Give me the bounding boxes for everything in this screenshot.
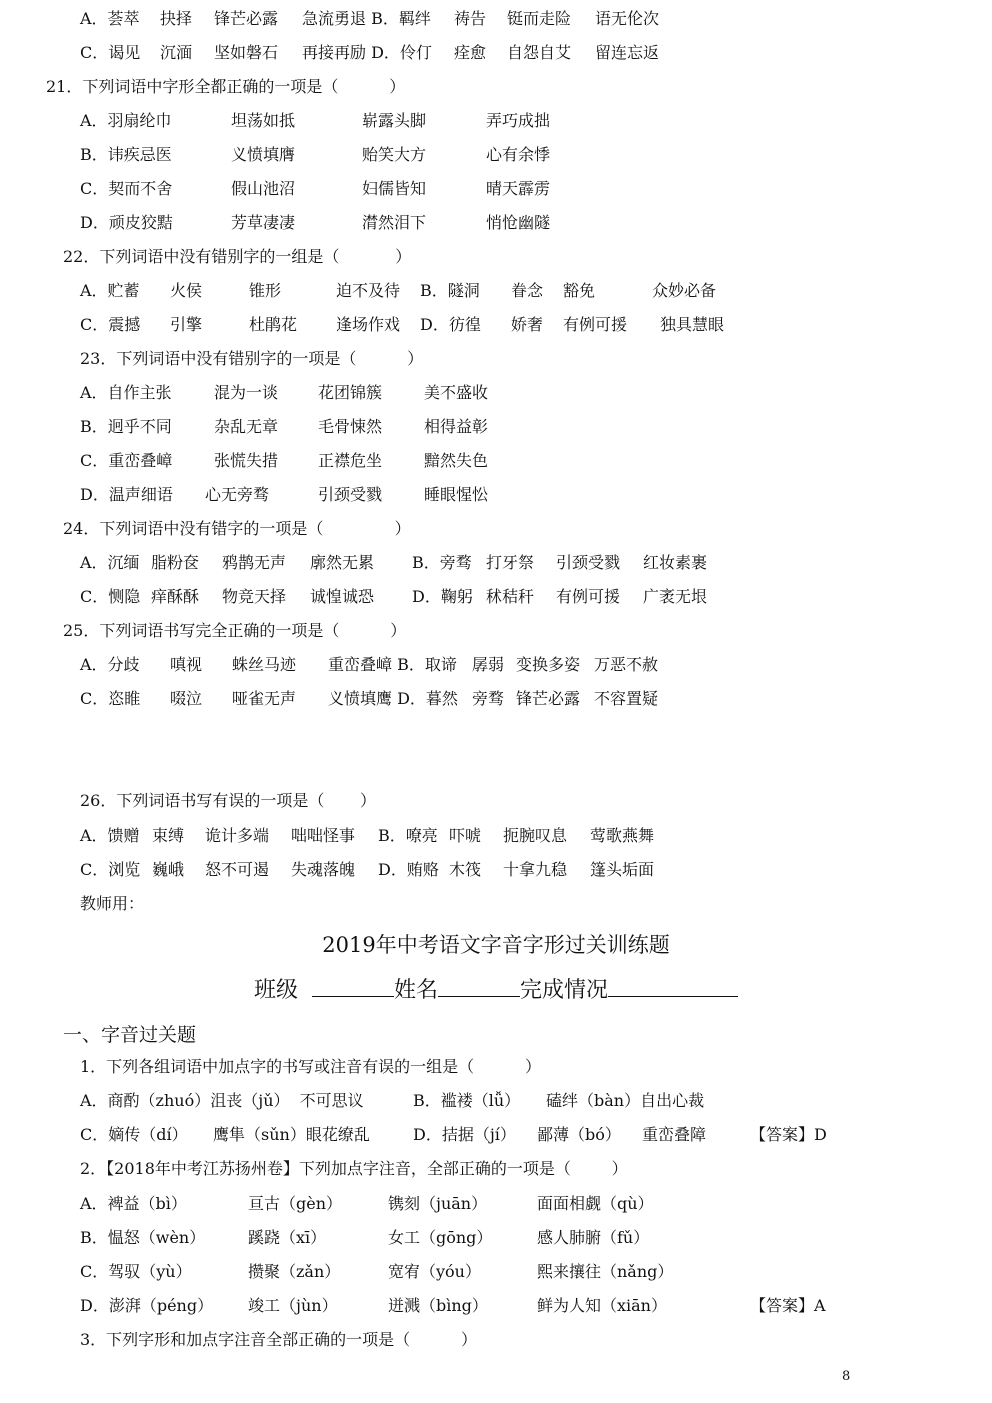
text-segment: 逢场作戏 xyxy=(336,315,401,334)
text-segment: 有例可援 xyxy=(563,315,628,334)
text-segment: 铤而走险 xyxy=(507,9,572,28)
text-segment: A．荟萃 xyxy=(80,9,140,28)
text-segment: 镌刻（juān） xyxy=(388,1194,488,1213)
text-segment: 留连忘返 xyxy=(595,43,660,62)
text-segment: D．拮据（jí） xyxy=(413,1125,516,1144)
text-segment: A．分歧 xyxy=(80,655,140,674)
text-segment: 义愤填膺 xyxy=(231,145,296,164)
text-segment: 旁骛 xyxy=(472,689,505,708)
text-segment: 再接再励 D．伶仃 xyxy=(302,43,432,62)
text-segment: 十拿九稳 xyxy=(503,860,568,879)
text-segment: C．契而不舍 xyxy=(80,179,173,198)
text-segment: 眷念 xyxy=(511,281,544,300)
text-segment: 教师用： xyxy=(80,894,145,913)
text-segment: 蛛丝马迹 xyxy=(232,655,297,674)
text-segment: D．彷徨 xyxy=(420,315,481,334)
text-segment: 感人肺腑（fǔ） xyxy=(537,1228,650,1247)
text-segment: 杂乱无章 xyxy=(214,417,279,436)
text-segment: B．褴褛（lǚ） xyxy=(413,1091,521,1110)
text-segment: 2．【2018年中考江苏扬州卷】下列加点字注音，全部正确的一项是（ ） xyxy=(80,1159,628,1178)
text-segment: 痊愈 xyxy=(454,43,487,62)
text-segment: C．恣睢 xyxy=(80,689,141,708)
text-segment: 锥形 xyxy=(249,281,282,300)
text-segment: 火侯 xyxy=(170,281,203,300)
text-segment: 贻笑大方 xyxy=(362,145,427,164)
student-info-line xyxy=(0,973,992,1004)
text-segment: A．商酌（zhuó）沮丧（jǔ） 不可思议 xyxy=(80,1091,364,1110)
section-heading: 一、字音过关题 xyxy=(63,1024,197,1046)
text-segment: 妇儒皆知 xyxy=(362,179,427,198)
text-segment: 啜泣 xyxy=(170,689,203,708)
text-segment: D．鞠躬 xyxy=(412,587,473,606)
text-segment: 混为一谈 xyxy=(214,383,279,402)
text-segment: 孱弱 xyxy=(472,655,505,674)
text-segment: 失魂落魄 xyxy=(291,860,356,879)
text-segment: D．顽皮狡黠 xyxy=(80,213,173,232)
text-segment: 弄巧成拙 xyxy=(486,111,551,130)
text-segment: 扼腕叹息 xyxy=(503,826,568,845)
text-segment: D．澎湃（péng） xyxy=(80,1296,214,1315)
status-label: 完成情况 xyxy=(520,978,609,1003)
text-segment: 锋芒必露 xyxy=(214,9,279,28)
text-segment: 攒聚（zǎn） xyxy=(248,1262,341,1281)
text-segment: 万恶不赦 xyxy=(594,655,659,674)
text-segment: 脂粉奁 xyxy=(151,553,200,572)
text-segment: 急流勇退 B．羁绊 xyxy=(302,9,431,28)
text-segment: 坚如磐石 xyxy=(214,43,279,62)
text-segment: 莺歌燕舞 xyxy=(590,826,655,845)
text-segment: C．谒见 xyxy=(80,43,141,62)
text-segment: A．馈赠 xyxy=(80,826,140,845)
text-segment: C．恻隐 xyxy=(80,587,141,606)
text-segment: 吓唬 xyxy=(449,826,482,845)
text-segment: 坦荡如抵 xyxy=(231,111,296,130)
text-segment: 迸溅（bìng） xyxy=(388,1296,488,1315)
text-segment: 心无旁骛 xyxy=(205,485,270,504)
text-segment: C．嫡传（dí） xyxy=(80,1125,188,1144)
text-segment: 廓然无累 xyxy=(310,553,375,572)
text-segment: 红妆素裹 xyxy=(643,553,708,572)
text-segment: 假山池沼 xyxy=(231,179,296,198)
text-segment: 不容置疑 xyxy=(594,689,659,708)
text-segment: B．嘹亮 xyxy=(378,826,438,845)
text-segment: 鄙薄（bó） xyxy=(537,1125,621,1144)
text-segment: 潸然泪下 xyxy=(362,213,427,232)
text-segment: 自怨自艾 xyxy=(507,43,572,62)
text-segment: 束缚 xyxy=(152,826,185,845)
text-segment: 娇奢 xyxy=(511,315,544,334)
text-segment: 24．下列词语中没有错字的一项是（ ） xyxy=(63,519,411,538)
text-segment: B．隧洞 xyxy=(420,281,480,300)
text-segment: 崭露头脚 xyxy=(362,111,427,130)
text-segment: 引擎 xyxy=(170,315,203,334)
text-segment: 众妙必备 xyxy=(652,281,717,300)
text-segment: 相得益彰 xyxy=(424,417,489,436)
text-segment: 巍峨 xyxy=(152,860,185,879)
text-segment: 女工（gōng） xyxy=(388,1228,493,1247)
text-segment: 咄咄怪事 xyxy=(291,826,356,845)
text-segment: A．自作主张 xyxy=(80,383,172,402)
text-segment: 诚惶诚恐 xyxy=(310,587,375,606)
text-segment: 广袤无垠 xyxy=(643,587,708,606)
text-segment: 豁免 xyxy=(563,281,596,300)
text-segment: 义愤填鹰 D．暮然 xyxy=(328,689,458,708)
text-segment: B．旁骛 xyxy=(412,553,472,572)
text-segment: C．驾驭（yù） xyxy=(80,1262,192,1281)
text-segment: C．浏览 xyxy=(80,860,141,879)
text-segment: 1．下列各组词语中加点字的书写或注音有误的一组是（ ） xyxy=(80,1057,542,1076)
text-segment: 诡计多端 xyxy=(205,826,270,845)
text-segment: 【答案】D xyxy=(750,1125,827,1144)
text-segment: 晴天霹雳 xyxy=(486,179,551,198)
text-segment: 重峦叠嶂 B．取谛 xyxy=(328,655,457,674)
text-segment: 沉湎 xyxy=(160,43,193,62)
document-title: 2019年中考语文字音字形过关训练题 xyxy=(322,933,670,957)
text-segment: 迫不及待 xyxy=(336,281,401,300)
text-segment: 痒酥酥 xyxy=(151,587,200,606)
text-segment: B．迥乎不同 xyxy=(80,417,172,436)
text-segment: 正襟危坐 xyxy=(318,451,383,470)
text-segment: 心有余悸 xyxy=(486,145,551,164)
text-segment: 打牙祭 xyxy=(486,553,535,572)
class-blank xyxy=(312,978,394,997)
text-segment: 怒不可遏 xyxy=(205,860,270,879)
text-segment: 熙来攘往（nǎng） xyxy=(537,1262,674,1281)
text-segment: 张慌失措 xyxy=(214,451,279,470)
text-segment: A．羽扇纶巾 xyxy=(80,111,172,130)
class-label: 班级 xyxy=(253,978,298,1003)
text-segment: 22．下列词语中没有错别字的一组是（ ） xyxy=(63,247,412,266)
text-segment: 引颈受戮 xyxy=(318,485,383,504)
name-blank xyxy=(438,978,520,997)
text-segment: 25．下列词语书写完全正确的一项是（ ） xyxy=(63,621,407,640)
text-segment: A．裨益（bì） xyxy=(80,1194,187,1213)
text-segment: 重峦叠障 xyxy=(642,1125,707,1144)
text-segment: 面面相觑（qù） xyxy=(537,1194,654,1213)
name-label: 姓名 xyxy=(393,978,438,1003)
text-segment: 竣工（jùn） xyxy=(248,1296,338,1315)
text-segment: 哑雀无声 xyxy=(232,689,297,708)
text-segment: 有例可援 xyxy=(556,587,621,606)
text-segment: 芳草凄凄 xyxy=(231,213,296,232)
text-segment: 26．下列词语书写有误的一项是（ ） xyxy=(80,791,376,810)
text-segment: 蹊跷（xī） xyxy=(248,1228,327,1247)
text-segment: 变换多姿 xyxy=(516,655,581,674)
text-segment: 鸦鹊无声 xyxy=(222,553,287,572)
text-segment: 毛骨悚然 xyxy=(318,417,383,436)
text-segment: B．讳疾忌医 xyxy=(80,145,172,164)
text-segment: 宽宥（yóu） xyxy=(388,1262,481,1281)
text-segment: 祷告 xyxy=(454,9,487,28)
text-segment: 语无伦次 xyxy=(595,9,660,28)
text-segment: 美不盛收 xyxy=(424,383,489,402)
text-segment: 3．下列字形和加点字注音全部正确的一项是（ ） xyxy=(80,1330,478,1349)
text-segment: 杜鹃花 xyxy=(249,315,298,334)
text-segment: 睡眼惺忪 xyxy=(424,485,489,504)
text-segment: 鹰隼（sǔn）眼花缭乱 xyxy=(213,1125,370,1144)
text-segment: 引颈受戮 xyxy=(556,553,621,572)
text-segment: 亘古（gèn） xyxy=(248,1194,343,1213)
text-segment: 篷头垢面 xyxy=(590,860,655,879)
text-segment: 23．下列词语中没有错别字的一项是（ ） xyxy=(80,349,424,368)
text-segment: 锋芒必露 xyxy=(516,689,581,708)
text-segment: 嗔视 xyxy=(170,655,203,674)
text-segment: 木筏 xyxy=(449,860,482,879)
text-segment: 21．下列词语中字形全都正确的一项是（ ） xyxy=(46,77,406,96)
text-segment: A．贮蓄 xyxy=(80,281,140,300)
text-segment: D．温声细语 xyxy=(80,485,173,504)
text-segment: 悄怆幽隧 xyxy=(486,213,551,232)
text-segment: 花团锦簇 xyxy=(318,383,383,402)
text-segment: 【答案】A xyxy=(750,1296,826,1315)
text-segment: 秫秸秆 xyxy=(486,587,535,606)
text-segment: C．震撼 xyxy=(80,315,141,334)
text-segment: 黯然失色 xyxy=(424,451,489,470)
text-segment: 磕绊（bàn）自出心裁 xyxy=(546,1091,705,1110)
page-number: 8 xyxy=(842,1369,851,1384)
text-segment: C．重峦叠嶂 xyxy=(80,451,173,470)
text-segment: 抉择 xyxy=(160,9,193,28)
text-segment: A．沉缅 xyxy=(80,553,140,572)
status-blank xyxy=(608,978,738,997)
text-segment: 物竞天择 xyxy=(222,587,287,606)
text-segment: 鲜为人知（xiān） xyxy=(537,1296,667,1315)
text-segment: D．贿赂 xyxy=(378,860,439,879)
text-segment: 独具慧眼 xyxy=(660,315,725,334)
text-segment: B．愠怒（wèn） xyxy=(80,1228,206,1247)
